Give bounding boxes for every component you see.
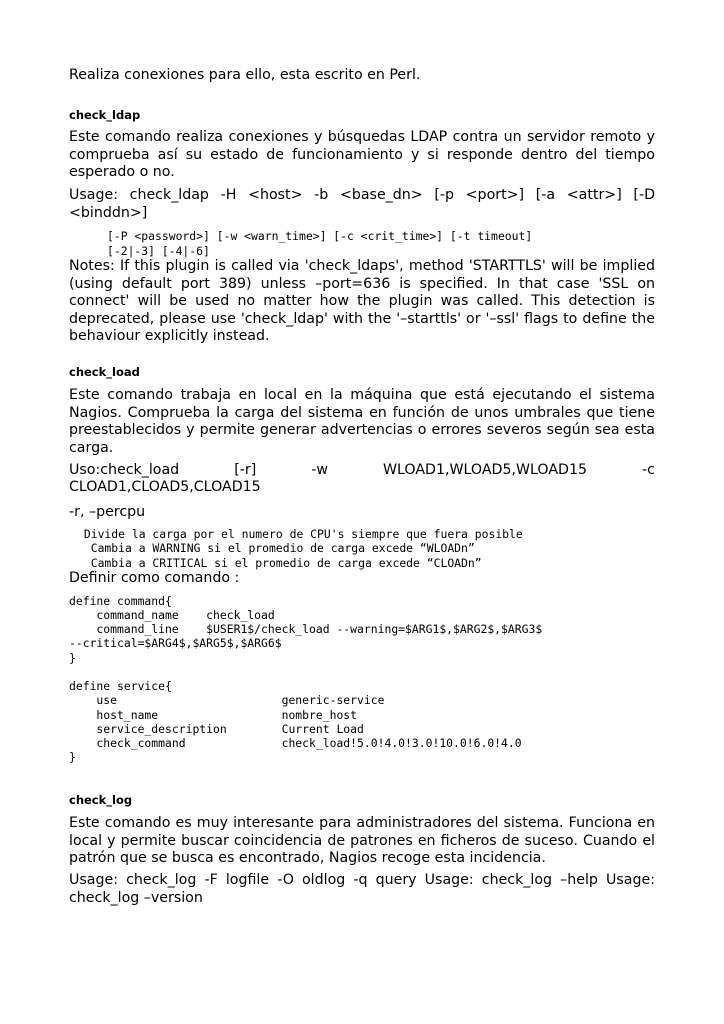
check-ldap-usage: Usage: check_ldap -H <host> -b <base_dn> [-p <port>] [-a <attr>] [-D <binddn>] (69, 187, 655, 221)
define-as-command-label: Definir como comando : (69, 570, 240, 586)
uso-part: -w (311, 462, 328, 478)
check-ldap-usage-continued-1: [-P <password>] [-w <warn_time>] [-c <crit_time>] [-t timeout] (107, 229, 533, 243)
check-log-usage: Usage: check_log -F logfile -O oldlog -q query Usage: check_log –help Usage: check_log –version (69, 872, 655, 906)
code-line: host_name nombre_host (69, 708, 358, 722)
check-log-heading: check_log (69, 793, 133, 807)
uso-part: Uso:check_load (69, 462, 180, 478)
code-line: --critical=$ARG4$,$ARG5$,$ARG6$ (69, 636, 282, 650)
uso-part: [-r] (234, 462, 257, 478)
check-load-option: -r, –percpu (69, 504, 146, 520)
uso-part: -c (642, 462, 655, 478)
code-line: service_description Current Load (69, 722, 364, 736)
check-ldap-usage-continued-2: [-2|-3] [-4|-6] (107, 244, 210, 258)
uso-part: WLOAD1,WLOAD5,WLOAD15 (382, 462, 588, 478)
check-ldap-notes: Notes: If this plugin is called via 'check_ldaps', method 'STARTTLS' will be implied (using default port 389) unless –port=636 is specified. In that case 'SSL on connect' will be used no matter how the plugin was called. This detection is deprecated, please use 'check_ldap' with the '–starttls' or '–ssl' flags to define the behaviour explicitly instead. (69, 258, 655, 344)
check-log-description: Este comando es muy interesante para administradores del sistema. Funciona en local y permite buscar coincidencia de patrones en ficheros de suceso. Cuando el patrón que se busca es encontrado, Nagios recoge esta incidencia. (69, 815, 655, 866)
check-ldap-description: Este comando realiza conexiones y búsquedas LDAP contra un servidor remoto y comprueba así su estado de funcionamiento y si responde dentro del tiempo esperado o no. (69, 129, 655, 180)
option-description-line: Divide la carga por el numero de CPU's siempre que fuera posible (77, 527, 523, 541)
code-line: define command{ (69, 594, 172, 608)
option-description-line: Cambia a CRITICAL si el promedio de carga excede “CLOADn” (77, 556, 482, 570)
code-line: command_name check_load (69, 608, 275, 622)
code-line: } (69, 750, 76, 764)
check-load-uso-line-2: CLOAD1,CLOAD5,CLOAD15 (69, 479, 261, 495)
check-load-uso-line (69, 462, 655, 480)
code-line: command_line $USER1$/check_load --warning=$ARG1$,$ARG2$,$ARG3$ (69, 622, 543, 636)
option-description-line: Cambia a WARNING si el promedio de carga excede “WLOADn” (77, 541, 475, 555)
check-load-heading: check_load (69, 365, 140, 379)
intro-paragraph: Realiza conexiones para ello, esta escrito en Perl. (69, 67, 421, 83)
check-ldap-heading: check_ldap (69, 108, 141, 122)
code-line: define service{ (69, 679, 172, 693)
code-line: use generic-service (69, 693, 385, 707)
code-line: } (69, 651, 76, 665)
code-line: check_command check_load!5.0!4.0!3.0!10.0!6.0!4.0 (69, 736, 522, 750)
check-load-description: Este comando trabaja en local en la máquina que está ejecutando el sistema Nagios. Comprueba la carga del sistema en función de unos umbrales que tiene preestablecidos y permite generar advertencias o errores severos según sea esta carga. (69, 387, 655, 456)
